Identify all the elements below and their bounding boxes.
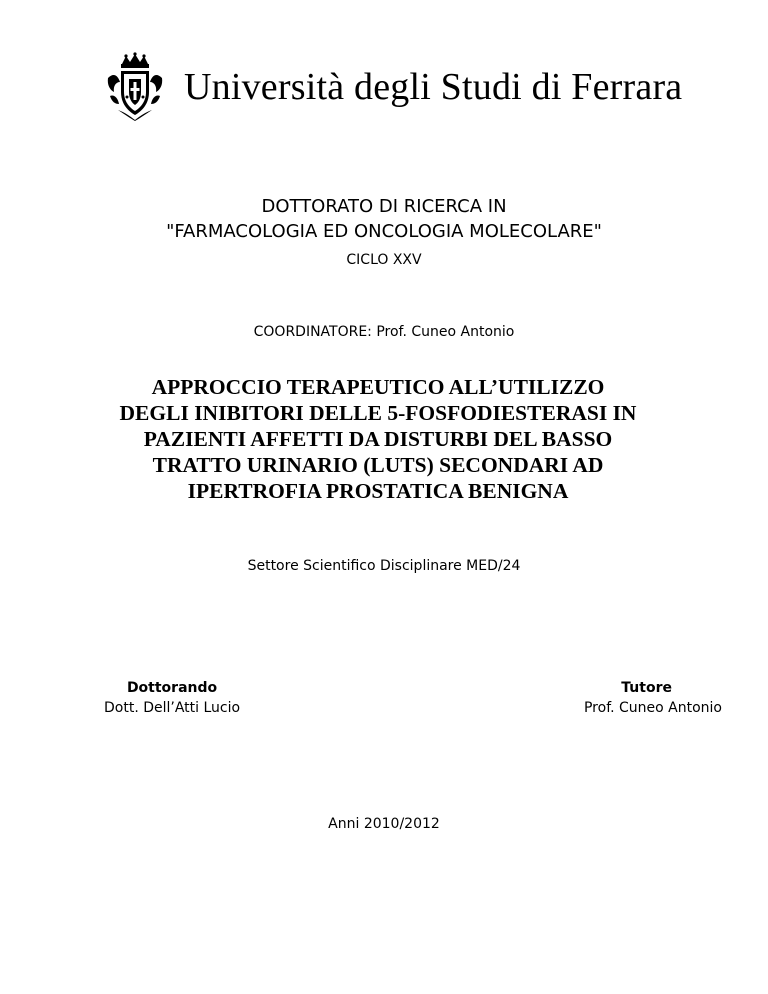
university-name: Università degli Studi di Ferrara: [184, 66, 683, 108]
candidate-role: Dottorando: [126, 680, 218, 696]
candidate-name: Dott. Dell’Atti Lucio: [104, 700, 241, 716]
tutor-block: [584, 678, 722, 718]
document-header: [104, 52, 682, 122]
scientific-sector: Settore Scientifico Disciplinare MED/24: [247, 558, 521, 574]
coordinator-label: COORDINATORE: Prof. Cuneo Antonio: [253, 324, 515, 340]
doctorate-line-1: DOTTORATO DI RICERCA IN: [261, 196, 507, 217]
doctorate-program: [0, 194, 768, 244]
candidate-block: [104, 678, 240, 718]
academic-years: Anni 2010/2012: [328, 816, 440, 832]
tutor-name: Prof. Cuneo Antonio: [583, 700, 722, 716]
tutor-role: Tutore: [621, 680, 672, 696]
cycle-label: CICLO XXV: [346, 252, 422, 268]
thesis-title: APPROCCIO TERAPEUTICO ALL’UTILIZZO DEGLI INIBITORI DELLE 5-FOSFODIESTERASI IN PAZIENTI AFFETTI DA DISTURBI DEL BASSO TRATTO URINARIO (LUTS) SECONDARI AD IPERTROFIA PROSTATICA BENIGNA: [119, 375, 637, 503]
university-crest-icon: [104, 52, 166, 122]
doctorate-line-2: "FARMACOLOGIA ED ONCOLOGIA MOLECOLARE": [166, 221, 602, 242]
